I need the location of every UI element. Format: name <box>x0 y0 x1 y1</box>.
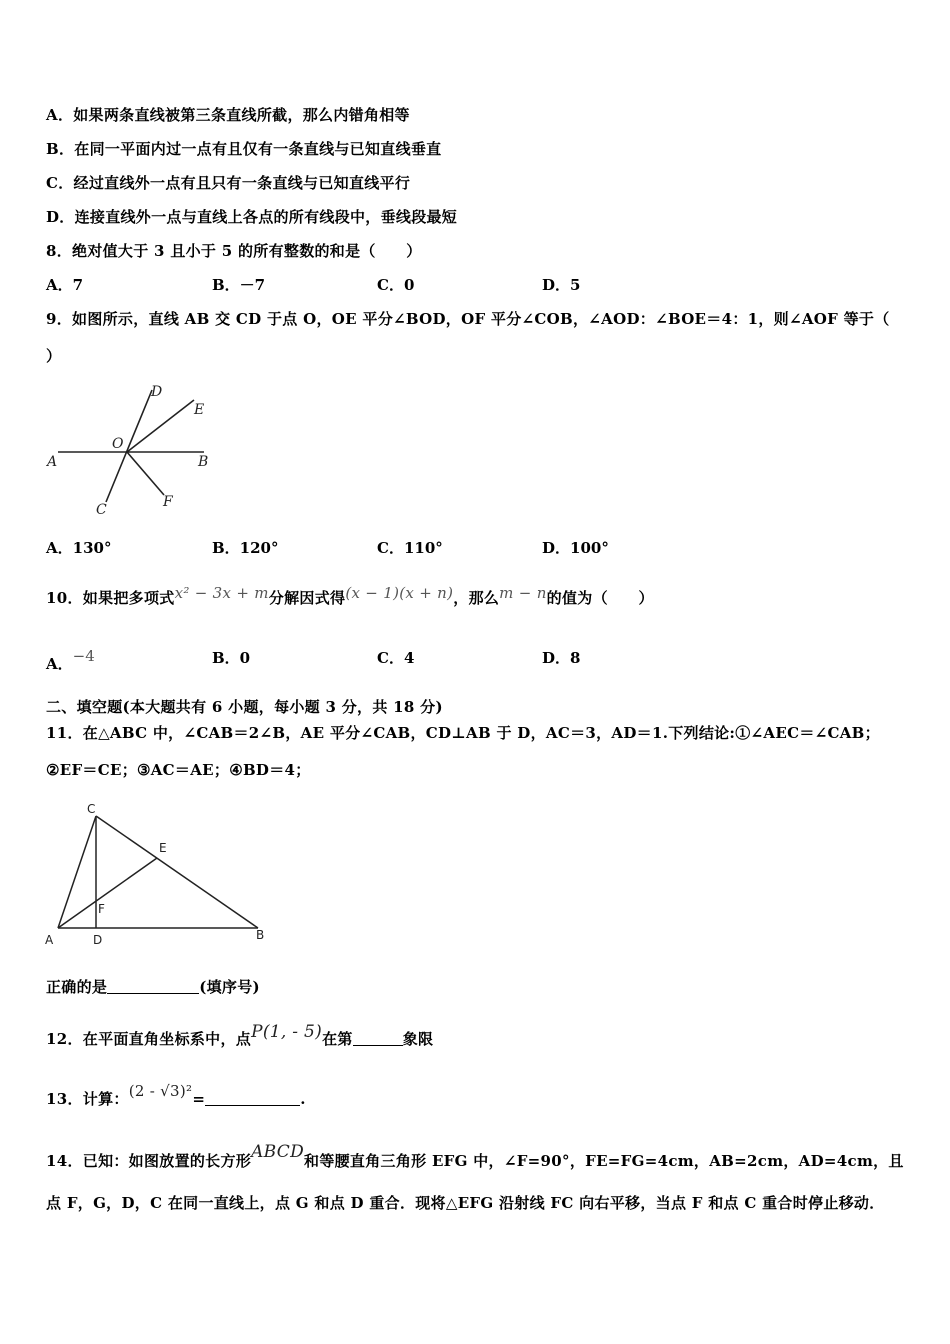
q11-line2: ②EF＝CE；③AC＝AE；④BD＝4； <box>46 761 311 779</box>
q9-label-f: F <box>163 494 173 510</box>
q11-label-e: E <box>159 841 167 855</box>
q7-option-a: A．如果两条直线被第三条直线所截，那么内错角相等 <box>46 106 410 124</box>
q14-line1 <box>46 1142 904 1171</box>
q13-expression-math: (2 - √3)² <box>128 1082 193 1100</box>
q11-label-b: B <box>256 928 265 942</box>
q12-mid: 在第 <box>322 1030 353 1048</box>
q12-stem <box>46 1022 433 1049</box>
q11-answer-prefix: 正确的是 <box>46 978 108 996</box>
q10-option-a-math: −4 <box>72 647 95 665</box>
q8-stem: 8．绝对值大于 3 且小于 5 的所有整数的和是（ ） <box>46 242 422 260</box>
q8-option-d: D．5 <box>542 276 581 294</box>
q8-option-a: A．7 <box>46 276 84 294</box>
q9-label-b: B <box>198 454 209 470</box>
q10-expr-polynomial: x² − 3x + m <box>174 584 269 602</box>
q10-prefix: 10．如果把多项式 <box>46 589 175 607</box>
q7-option-d: D．连接直线外一点与直线上各点的所有线段中，垂线段最短 <box>46 208 458 226</box>
q9-option-c: C．110° <box>377 539 443 557</box>
q10-expr-m-minus-n: m − n <box>499 584 547 602</box>
q14-prefix: 14．已知：如图放置的长方形 <box>46 1152 252 1170</box>
q11-label-a: A <box>45 933 54 947</box>
q9-option-a: A．130° <box>46 539 112 557</box>
q8-option-b: B．－7 <box>212 276 266 294</box>
q11-answer-blank[interactable] <box>107 979 199 994</box>
q10-option-a <box>46 647 95 674</box>
q9-label-o: O <box>112 436 124 452</box>
q9-ray-of <box>127 452 164 495</box>
q11-bisector-ae <box>58 858 157 928</box>
q12-answer-blank[interactable] <box>353 1031 403 1046</box>
q9-option-d: D．100° <box>542 539 609 557</box>
q7-option-b: B．在同一平面内过一点有且仅有一条直线与已知直线垂直 <box>46 140 442 158</box>
q9-figure <box>44 378 219 520</box>
q10-suffix: 的值为（ ） <box>546 589 654 607</box>
q11-answer-line <box>46 976 260 997</box>
q11-side-ac <box>58 816 96 928</box>
q13-stem <box>46 1082 306 1109</box>
q14-line1-rest: 和等腰直角三角形 EFG 中，∠F=90°，FE=FG=4cm，AB=2cm，AD=4cm，且 <box>304 1152 904 1170</box>
q12-prefix: 12．在平面直角坐标系中，点 <box>46 1030 252 1048</box>
q9-stem: 9．如图所示，直线 AB 交 CD 于点 O，OE 平分∠BOD，OF 平分∠COB，∠AOD：∠BOE＝4：1，则∠AOF 等于（ <box>46 310 890 328</box>
q8-option-c: C．0 <box>377 276 415 294</box>
q12-suffix: 象限 <box>402 1030 434 1048</box>
q9-label-d: D <box>151 384 163 400</box>
q11-label-d: D <box>93 933 103 947</box>
section2-title: 二、填空题(本大题共有 6 小题，每小题 3 分，共 18 分) <box>46 698 443 716</box>
q10-mid1: 分解因式得 <box>268 589 346 607</box>
q10-expr-factored: (x − 1)(x + n) <box>345 584 454 602</box>
q7-option-c: C．经过直线外一点有且只有一条直线与已知直线平行 <box>46 174 411 192</box>
q14-rect-math: ABCD <box>251 1142 305 1162</box>
q13-suffix: . <box>300 1090 306 1108</box>
q9-label-a: A <box>47 454 58 470</box>
q12-point-math: P(1, - 5) <box>251 1022 323 1042</box>
q10-stem <box>46 584 654 608</box>
q9-stem-end: ） <box>46 347 62 365</box>
q10-option-d: D．8 <box>542 649 581 667</box>
q9-option-b: B．120° <box>212 539 279 557</box>
q14-line2: 点 F，G，D，C 在同一直线上，点 G 和点 D 重合．现将△EFG 沿射线 FC 向右平移，当点 F 和点 C 重合时停止移动． <box>46 1194 885 1212</box>
q11-side-cb <box>96 816 258 928</box>
q13-answer-blank[interactable] <box>205 1091 300 1106</box>
q11-label-c: C <box>87 802 96 816</box>
q11-figure <box>40 796 272 952</box>
q11-label-f: F <box>98 902 105 916</box>
q10-option-c: C．4 <box>377 649 415 667</box>
q10-option-a-prefix: A． <box>46 655 73 673</box>
q13-prefix: 13．计算： <box>46 1090 129 1108</box>
q10-mid2: ，那么 <box>453 589 500 607</box>
q9-label-c: C <box>96 502 107 518</box>
q11-answer-suffix: (填序号) <box>199 978 260 996</box>
q11-line1: 11．在△ABC 中，∠CAB＝2∠B，AE 平分∠CAB，CD⊥AB 于 D，AC＝3，AD＝1.下列结论:①∠AEC＝∠CAB； <box>46 724 880 742</box>
q9-label-e: E <box>194 402 205 418</box>
q10-option-b: B．0 <box>212 649 251 667</box>
q13-equals: = <box>192 1090 206 1108</box>
